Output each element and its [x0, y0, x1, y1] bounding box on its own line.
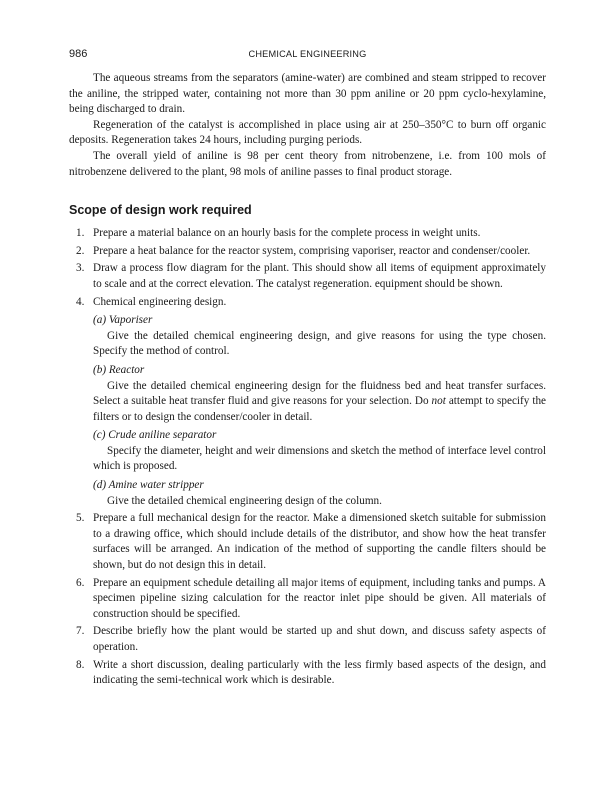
item-text: Prepare a heat balance for the reactor system, comprising vaporiser, reactor and condenser/cooler.: [93, 244, 531, 257]
subitem-title: (a) Vaporiser: [93, 314, 153, 327]
subitem-text: Give the detailed chemical engineering design of the column.: [107, 494, 382, 507]
list-item: [69, 624, 546, 655]
item-text: Prepare an equipment schedule detailing all major items of equipment, including tanks and pumps. A specimen pipeline sizing calculation for the reactor inlet pipe should be given. All materials of construction should be specified.: [93, 576, 546, 620]
list-item: [69, 244, 546, 260]
list-item: [69, 261, 546, 292]
page-number: 986: [69, 48, 88, 60]
subitem-title: (d) Amine water stripper: [93, 479, 204, 492]
subitem-text-part: Give the detailed chemical engineering design for the fluidness bed and heat transfer surfaces. Select a suitable heat transfer fluid and give reasons for your selection. Do: [93, 379, 546, 408]
list-item: [69, 295, 546, 510]
intro-paragraph: Regeneration of the catalyst is accomplished in place using air at 250–350°C to burn off organic deposits. Regeneration takes 24 hours, including purging periods.: [69, 118, 546, 147]
numbered-list: [69, 226, 546, 689]
subitem-title: (b) Reactor: [93, 363, 145, 376]
list-item: [69, 511, 546, 573]
intro-paragraph: The aqueous streams from the separators (amine-water) are combined and steam stripped to recover the aniline, the stripped water, containing not more than 30 ppm aniline or 20 ppm cyclo-hexylamine, being discharged to drain.: [69, 72, 546, 116]
emphasis-word: not: [431, 395, 446, 408]
item-number: 7.: [76, 625, 85, 638]
item-number: 8.: [76, 658, 85, 671]
list-item: [69, 658, 546, 689]
subitem-text: Give the detailed chemical engineering design, and give reasons for using the type chosen. Specify the method of control.: [93, 329, 546, 358]
item-text: Describe briefly how the plant would be started up and shut down, and discuss safety aspects of operation.: [93, 625, 546, 653]
item-number: 2.: [76, 244, 85, 257]
running-header: [69, 48, 546, 62]
subitem-text: [93, 379, 546, 426]
body-text: [69, 71, 546, 691]
list-item: [69, 226, 546, 242]
item-number: 1.: [76, 227, 85, 240]
list-item: [69, 576, 546, 623]
intro-paragraph: The overall yield of aniline is 98 per cent theory from nitrobenzene, i.e. from 100 mols of nitrobenzene delivered to the plant, 98 mols of aniline passes to final product storage.: [69, 149, 546, 178]
item-text: Prepare a material balance on an hourly basis for the complete process in weight units.: [93, 227, 481, 240]
item-number: 4.: [76, 295, 85, 308]
item-text: Chemical engineering design.: [93, 295, 227, 308]
item-number: 3.: [76, 262, 85, 275]
item-number: 5.: [76, 512, 85, 525]
subitem-text: Specify the diameter, height and weir dimensions and sketch the method of interface level control which is proposed.: [93, 444, 546, 473]
subitem-title: (c) Crude aniline separator: [93, 429, 217, 442]
subitem-text-part: attempt to specify the filters or to design the condenser/cooler in detail.: [93, 395, 546, 423]
item-text: Draw a process flow diagram for the plant. This should show all items of equipment approximately to scale and at the correct elevation. The catalyst regeneration. equipment should be shown.: [93, 262, 546, 290]
item-text: Write a short discussion, dealing particularly with the less firmly based aspects of the design, and indicating the semi-technical work which is desirable.: [93, 658, 546, 687]
item-text: Prepare a full mechanical design for the reactor. Make a dimensioned sketch suitable for submission to a drawing office, which should include details of the distributor, and show how the heat transfer surfaces will be arranged. An indication of the method of supporting the candle filters should be shown, but do not design this in detail.: [93, 512, 546, 572]
item-number: 6.: [76, 576, 85, 589]
section-heading: Scope of design work required: [69, 203, 252, 218]
running-title: CHEMICAL ENGINEERING: [248, 49, 367, 59]
